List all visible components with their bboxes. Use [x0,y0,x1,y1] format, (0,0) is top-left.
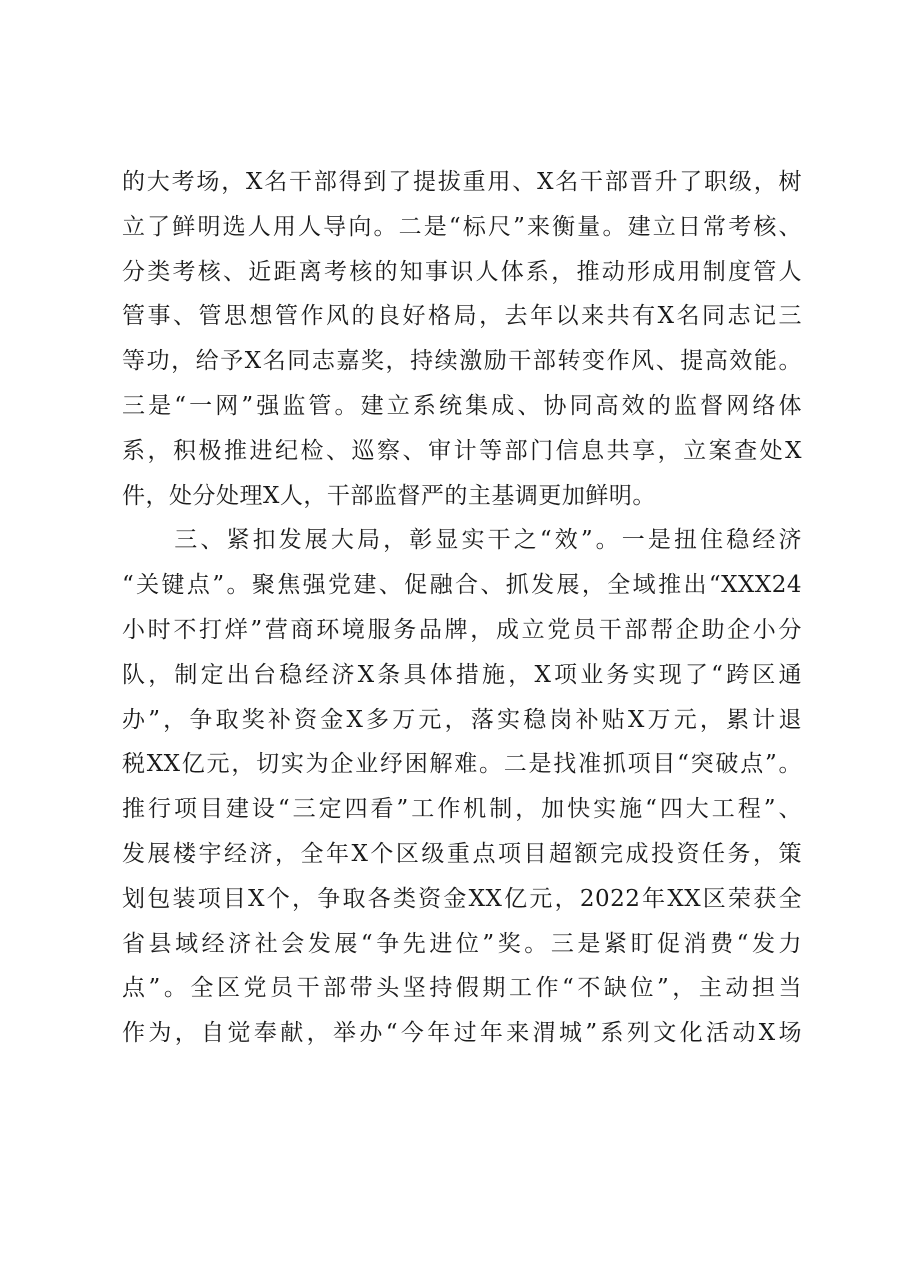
text-line: 省县域经济社会发展“争先进位”奖。三是紧盯促消费“发力 [122,930,802,957]
text-line: 办”，争取奖补资金X多万元，落实稳岗补贴X万元，累计退 [122,706,802,733]
text-line: 等功，给予X名同志嘉奖，持续激励干部转变作风、提高效能。 [122,348,802,375]
text-line: 队，制定出台稳经济X条具体措施，X项业务实现了“跨区通 [122,661,802,688]
text-line: 系，积极推进纪检、巡察、审计等部门信息共享，立案查处X [122,437,802,464]
text-line: 划包装项目X个，争取各类资金XX亿元，2022年XX区荣获全 [122,885,802,912]
text-line: 税XX亿元，切实为企业纾困解难。二是找准抓项目“突破点”。 [122,751,802,778]
body-text [122,160,802,1056]
text-line: 推行项目建设“三定四看”工作机制，加快实施“四大工程”、 [122,796,802,823]
text-line: 的大考场，X名干部得到了提拔重用、X名干部晋升了职级，树 [122,169,802,195]
text-line: 立了鲜明选人用人导向。二是“标尺”来衡量。建立日常考核、 [122,213,802,240]
text-line: 件，处分处理X人，干部监督严的主基调更加鲜明。 [122,482,656,509]
text-line: 管事、管思想管作风的良好格局，去年以来共有X名同志记三 [122,303,802,330]
text-line: 点”。全区党员干部带头坚持假期工作“不缺位”，主动担当 [122,975,802,1002]
text-line: 分类考核、近距离考核的知事识人体系，推动形成用制度管人 [122,258,802,285]
text-line: 三、紧扣发展大局，彰显实干之“效”。一是扭住稳经济 [122,527,802,554]
text-line: 作为，自觉奉献，举办“今年过年来渭城”系列文化活动X场 [122,1020,802,1047]
text-line: “关键点”。聚焦强党建、促融合、抓发展，全域推出“XXX24 [122,572,802,599]
text-line: 小时不打烊”营商环境服务品牌，成立党员干部帮企助企小分 [122,616,802,643]
text-line: 三是“一网”强监管。建立系统集成、协同高效的监督网络体 [122,392,802,419]
text-line: 发展楼宇经济，全年X个区级重点项目超额完成投资任务，策 [122,840,802,867]
